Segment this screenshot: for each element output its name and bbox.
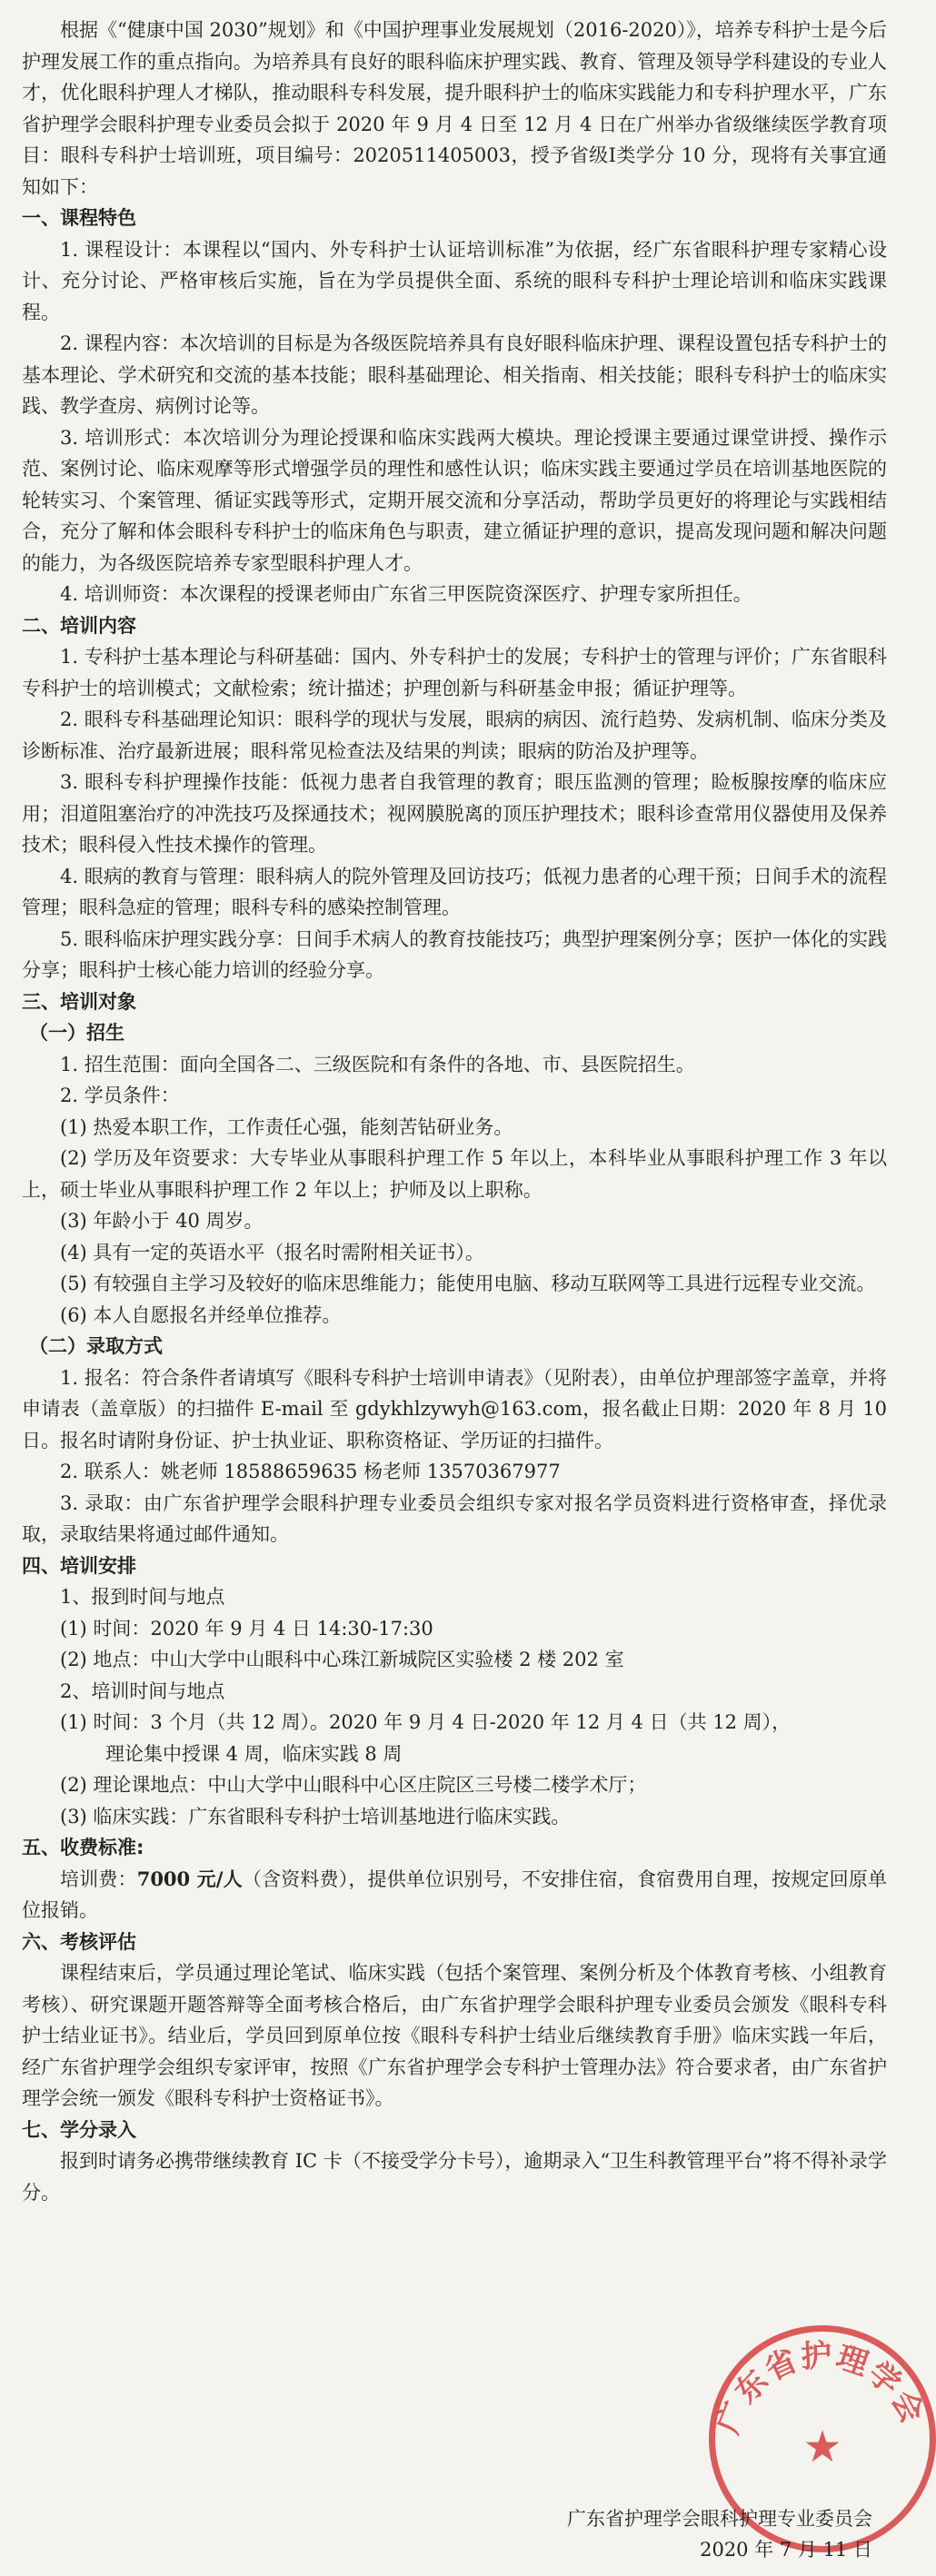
list-item: 2. 眼科专科基础理论知识：眼科学的现状与发展，眼病的病因、流行趋势、发病机制、临床分类及诊断标准、治疗最新进展；眼科常见检查法及结果的判读；眼病的防治及护理等。 — [22, 708, 887, 762]
list-item: 1. 专科护士基本理论与科研基础：国内、外专科护士的发展；专科护士的管理与评价；广东省眼科专科护士的培训模式；文献检索；统计描述；护理创新与科研基金申报；循证护理等。 — [22, 646, 887, 699]
list-item: 1、报到时间与地点 — [60, 1586, 225, 1608]
list-item: (1) 时间：2020 年 9 月 4 日 14:30-17:30 — [60, 1617, 433, 1640]
signature-org: 广东省护理学会眼科护理专业委员会 — [567, 2508, 872, 2530]
list-item: 2. 学员条件： — [60, 1085, 180, 1106]
section-title: 一、课程特色 — [22, 207, 136, 229]
list-item: 3. 培训形式：本次培训分为理论授课和临床实践两大模块。理论授课主要通过课堂讲授、操作示范、案例讨论、临床观摩等形式增强学员的理性和感性认识；临床实践主要通过学员在培训基地医院的轮转实习、个案管理、循证实践等形式，定期开展交流和分享活动，帮助学员更好的将理论与实践相结合，充分了解和体会眼科专科护士的临床角色与职责，建立循证护理的意识，提高发现问题和解决问题的能力，为各级医院培养专家型眼科护理人才。 — [22, 426, 887, 574]
list-item: (1) 时间：3 个月（共 12 周）。2020 年 9 月 4 日-2020 年 12 月 4 日（共 12 周）， — [60, 1711, 792, 1733]
list-item: 2. 联系人：姚老师 18588659635 杨老师 13570367977 — [60, 1461, 561, 1482]
seal-text: 广东省护理学会 — [710, 2337, 931, 2439]
list-item: 理论集中授课 4 周，临床实践 8 周 — [105, 1742, 403, 1765]
list-item: 1. 报名：符合条件者请填写《眼科专科护士培训申请表》（见附表），由单位护理部签字盖章，并将申请表（盖章版）的扫描件 E-mail 至 gdykhlzywyh@163.com，报名截止日期：2020 年 8 月 10 日。报名时请附身份证、护士执业证、职称资格证、学历证的扫描件。 — [22, 1366, 887, 1451]
signature-date: 2020 年 7 月 11 日 — [700, 2539, 872, 2561]
list-item: (2) 地点：中山大学中山眼科中心珠江新城院区实验楼 2 楼 202 室 — [60, 1649, 624, 1670]
list-item: (4) 具有一定的英语水平（报名时需附相关证书）。 — [60, 1241, 484, 1263]
list-item: 3. 眼科专科护理操作技能：低视力患者自我管理的教育；眼压监测的管理；睑板腺按摩的临床应用；泪道阻塞治疗的冲洗技巧及探通技术；视网膜脱离的顶压护理技术；眼科诊查常用仪器使用及保养技术；眼科侵入性技术操作的管理。 — [22, 771, 887, 856]
fee-details: （含资料费），提供单位识别号，不安排住宿，食宿费用自理，按规定回原单位报销。 — [22, 1868, 888, 1921]
subsection-title: （二）录取方式 — [29, 1335, 163, 1357]
signature-block — [567, 2503, 872, 2565]
subsection-title: （一）招生 — [29, 1022, 124, 1044]
credit-paragraph: 报到时请务必携带继续教育 IC 卡（不接受学分卡号），逾期录入“卫生科教管理平台”将不得补录学分。 — [22, 2150, 887, 2204]
list-item: 1. 课程设计：本课程以“国内、外专科护士认证培训标准”为依据，经广东省眼科护理专家精心设计、充分讨论、严格审核后实施，旨在为学员提供全面、系统的眼科专科护士理论培训和临床实践课程。 — [22, 238, 887, 323]
list-item: (3) 临床实践：广东省眼科专科护士培训基地进行临床实践。 — [60, 1805, 571, 1828]
list-item: (3) 年龄小于 40 周岁。 — [60, 1210, 264, 1232]
fee-value: 7000 元/人 — [136, 1867, 243, 1890]
star-icon: ★ — [802, 2422, 842, 2472]
fee-paragraph — [22, 1864, 887, 1927]
section-title: 四、培训安排 — [22, 1554, 136, 1577]
list-item: (2) 理论课地点：中山大学中山眼科中心区庄院区三号楼二楼学术厅； — [60, 1774, 647, 1796]
list-item: 5. 眼科临床护理实践分享：日间手术病人的教育技能技巧；典型护理案例分享；医护一体化的实践分享；眼科护士核心能力培训的经验分享。 — [22, 927, 887, 981]
section-title: 三、培训对象 — [22, 990, 136, 1013]
section-title: 六、考核评估 — [22, 1930, 136, 1953]
section-title: 七、学分录入 — [22, 2118, 136, 2141]
list-item: 1. 招生范围：面向全国各二、三级医院和有条件的各地、市、县医院招生。 — [60, 1053, 695, 1075]
list-item: 4. 培训师资：本次课程的授课老师由广东省三甲医院资深医疗、护理专家所担任。 — [60, 583, 752, 605]
list-item: 2. 课程内容：本次培训的目标是为各级医院培养具有良好眼科临床护理、课程设置包括专科护士的基本理论、学术研究和交流的基本技能；眼科基础理论、相关指南、相关技能；眼科专科护士的临床实践、教学查房、病例讨论等。 — [22, 332, 887, 417]
list-item: 2、培训时间与地点 — [60, 1679, 225, 1702]
section-title: 二、培训内容 — [22, 614, 136, 637]
list-item: (5) 有较强自主学习及较好的临床思维能力；能使用电脑、移动互联网等工具进行远程专业交流。 — [60, 1273, 876, 1294]
fee-label: 培训费： — [60, 1868, 137, 1890]
list-item: 4. 眼病的教育与管理：眼科病人的院外管理及回访技巧；低视力患者的心理干预；日间手术的流程管理；眼科急症的管理；眼科专科的感染控制管理。 — [22, 865, 887, 918]
list-item: (1) 热爱本职工作，工作责任心强，能刻苦钻研业务。 — [60, 1115, 513, 1138]
intro-paragraph: 根据《“健康中国 2030”规划》和《中国护理事业发展规划（2016-2020）》，培养专科护士是今后护理发展工作的重点指向。为培养具有良好的眼科临床护理实践、教育、管理及领导学科建设的专业人才，优化眼科护理人才梯队，推动眼科专科发展，提升眼科护士的临床实践能力和专科护理水平，广东省护理学会眼科护理专业委员会拟于 2020 年 9 月 4 日至 12 月 4 日在广州举办省级继续医学教育项目：眼科专科护士培训班，项目编号：2020511405003，授予省级Ⅰ类学分 10 分，现将有关事宜通知如下： — [22, 19, 887, 198]
section-title: 五、收费标准: — [22, 1837, 144, 1858]
list-item: (6) 本人自愿报名并经单位推荐。 — [60, 1303, 342, 1326]
assessment-paragraph: 课程结束后，学员通过理论笔试、临床实践（包括个案管理、案例分析及个体教育考核、小组教育考核）、研究课题开题答辩等全面考核合格后，由广东省护理学会眼科护理专业委员会颁发《眼科专科护士结业证书》。结业后，学员回到原单位按《眼科专科护士结业后继续教育手册》临床实践一年后，经广东省护理学会组织专家评审，按照《广东省护理学会专科护士管理办法》符合要求者，由广东省护理学会统一颁发《眼科专科护士资格证书》。 — [22, 1962, 887, 2109]
list-item: (2) 学历及年资要求：大专毕业从事眼科护理工作 5 年以上，本科毕业从事眼科护理工作 3 年以上，硕士毕业从事眼科护理工作 2 年以上；护师及以上职称。 — [22, 1147, 887, 1201]
list-item: 3. 录取：由广东省护理学会眼科护理专业委员会组织专家对报名学员资料进行资格审查，择优录取，录取结果将通过邮件通知。 — [22, 1491, 887, 1545]
notice-document — [22, 15, 887, 2208]
